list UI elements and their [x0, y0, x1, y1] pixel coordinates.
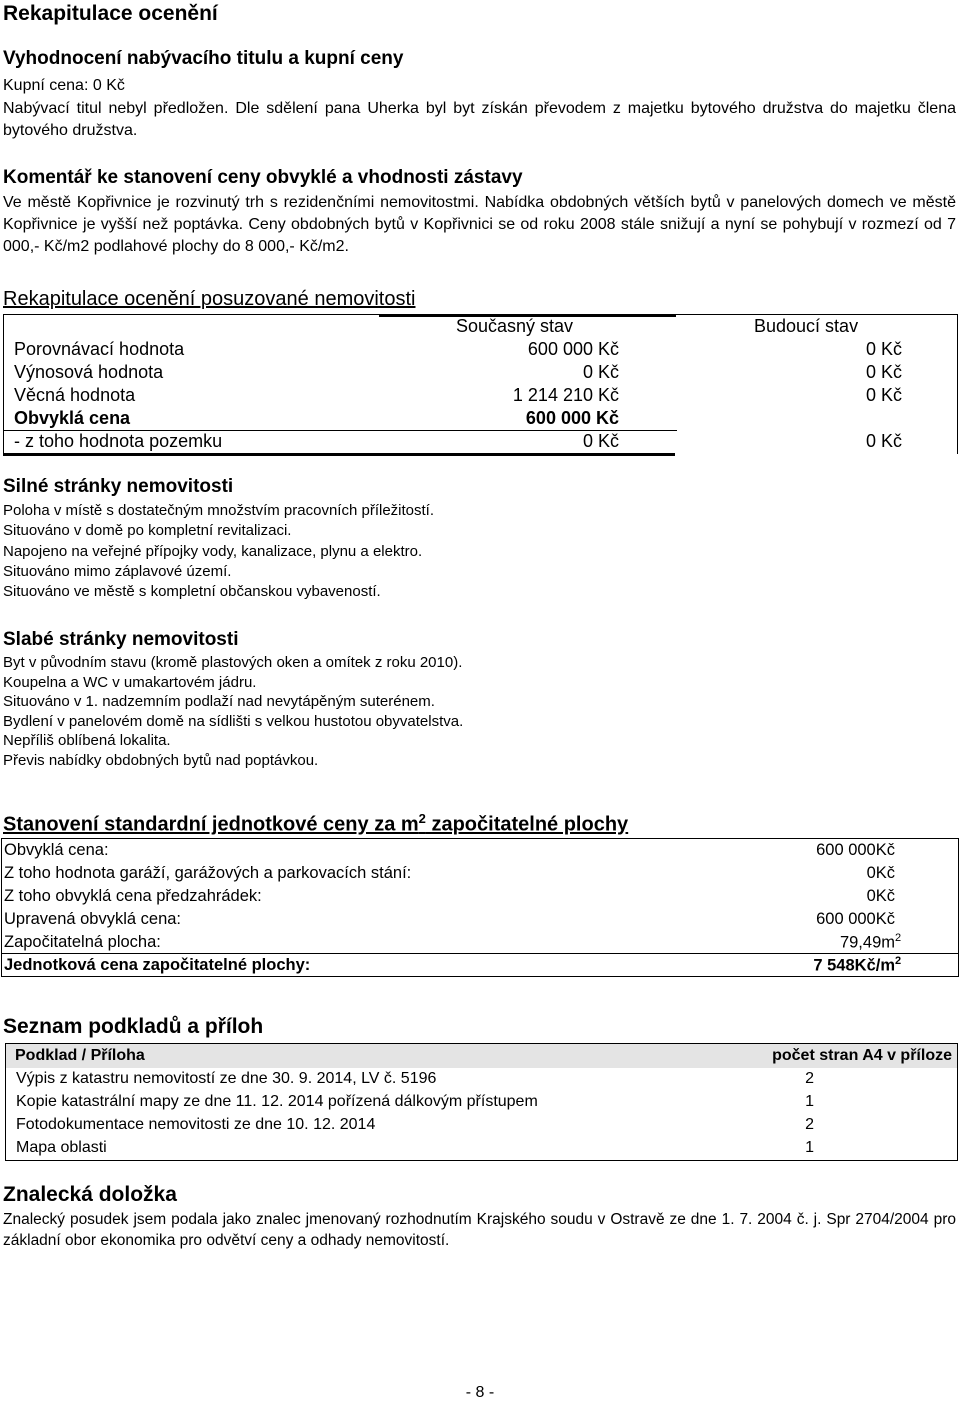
- attachment-pages: 1: [805, 1092, 814, 1110]
- recap-row-label: Věcná hodnota: [14, 385, 136, 405]
- list-item: Situováno mimo záplavové území.: [3, 562, 232, 580]
- recap-row-current: 600 000 Kč: [525, 408, 619, 428]
- table-row: [2, 885, 958, 908]
- standard-value-text: 600 000Kč: [816, 841, 895, 859]
- col-pages-header: počet stran A4 v příloze: [772, 1046, 952, 1064]
- clause-heading: Znalecká doložka: [3, 1183, 177, 1206]
- list-item: Koupelna a WC v umakartovém jádru.: [3, 673, 257, 691]
- standard-total-rule: [2, 953, 958, 954]
- standard-value: [708, 885, 958, 908]
- unit-superscript: 2: [895, 955, 902, 968]
- standard-value: [708, 931, 958, 954]
- table-header-row: [6, 1044, 957, 1067]
- attachment-pages: 1: [805, 1138, 814, 1156]
- page-number: - 8 -: [465, 1384, 495, 1401]
- list-item: Situováno v domě po kompletní revitalizaci.: [3, 522, 292, 540]
- standard-value-text: 7 548Kč/m: [813, 956, 895, 975]
- table-row: [6, 1067, 957, 1090]
- table-row: [2, 908, 958, 931]
- standard-table: [1, 838, 959, 977]
- comment-text: Ve městě Kopřivnice je rozvinutý trh s rezidenčními nemovitostmi. Nabídka obdobných větších bytů v panelových domech ve městě Kopřivnice je vyšší než poptávka. Ceny obdobných bytů v Kopřivnici se od roku 2008 stále snižují a nyní se pohybují v rozmezí od 7 000,- Kč/m2 podlahové plochy do 8 000,- Kč/m2.: [3, 194, 956, 255]
- standard-heading-tail: započitatelné plochy: [425, 813, 629, 836]
- table-row: [2, 954, 958, 977]
- list-item: Byt v původním stavu (kromě plastových oken a omítek z roku 2010).: [3, 654, 463, 671]
- standard-heading-text: Stanovení standardní jednotkové ceny za m: [3, 813, 419, 836]
- recap-row: [4, 385, 957, 408]
- standard-heading: [3, 811, 628, 837]
- list-item: Bydlení v panelovém domě na sídlišti s velkou hustotou obyvatelstva.: [3, 712, 464, 730]
- unit-superscript: 2: [895, 932, 902, 945]
- col-current-label: Současný stav: [456, 316, 574, 336]
- attachments-table: [5, 1043, 958, 1161]
- table-row: [2, 931, 958, 954]
- recap-table: [3, 314, 958, 454]
- recap-row-current: 0 Kč: [582, 362, 619, 382]
- purchase-price: Kupní cena: 0 Kč: [3, 77, 125, 94]
- attachments-heading: Seznam podkladů a příloh: [3, 1015, 264, 1038]
- recap-row-label: - z toho hodnota pozemku: [14, 431, 223, 451]
- recap-header-row: [4, 315, 957, 338]
- comment-heading: Komentář ke stanovení ceny obvyklé a vhodnosti zástavy: [3, 167, 523, 188]
- recap-row-label: Obvyklá cena: [14, 408, 131, 428]
- standard-label: Započitatelná plocha:: [4, 933, 161, 951]
- list-item: Napojeno na veřejné přípojky vody, kanalizace, plynu a elektro.: [3, 542, 423, 560]
- list-item: Poloha v místě s dostatečným množstvím pracovních příležitostí.: [3, 502, 435, 519]
- recap-row-future: 0 Kč: [865, 431, 902, 451]
- strengths-list: [3, 501, 434, 602]
- recap-row: [4, 431, 957, 454]
- standard-value-text: 79,49m: [839, 933, 895, 952]
- col-future-label: Budoucí stav: [754, 316, 859, 336]
- recap-row-current: 600 000 Kč: [527, 339, 619, 359]
- list-item: Nepříliš oblíbená lokalita.: [3, 732, 171, 750]
- page-title: Rekapitulace ocenění: [3, 2, 218, 25]
- recap-row-future: 0 Kč: [865, 385, 902, 405]
- standard-label: Z toho hodnota garáží, garážových a parkovacích stání:: [4, 864, 412, 882]
- clause-text: Znalecký posudek jsem podala jako znalec jmenovaný rozhodnutím Krajského soudu v Ostravě ze dne 1. 7. 2004 č. j. Spr 2704/2004 pro základní obor ekonomika pro odvětví ceny a odhady nemovitostí.: [3, 1211, 956, 1249]
- recap-row-current: 0 Kč: [582, 431, 619, 451]
- list-item: Převis nabídky obdobných bytů nad poptávkou.: [3, 751, 319, 769]
- table-row: [6, 1090, 957, 1113]
- table-row: [2, 862, 958, 885]
- standard-value: [708, 954, 958, 977]
- recap-row-current: 1 214 210 Kč: [512, 385, 619, 405]
- attachment-pages: 2: [805, 1069, 814, 1087]
- weaknesses-list: [3, 653, 463, 771]
- recap-bottom-rule: [3, 453, 675, 456]
- recap-row-label: Výnosová hodnota: [14, 362, 164, 382]
- standard-value-text: 0Kč: [866, 887, 895, 905]
- standard-value-text: 0Kč: [866, 864, 895, 882]
- recap-row-future: 0 Kč: [865, 362, 902, 382]
- col-doc-header: Podklad / Příloha: [15, 1046, 145, 1064]
- recap-row-future: 0 Kč: [865, 339, 902, 359]
- attachment-doc: Výpis z katastru nemovitostí ze dne 30. 9. 2014, LV č. 5196: [16, 1069, 437, 1087]
- acquisition-text: Nabývací titul nebyl předložen. Dle sdělení pana Uherka byl byt získán převodem z majetku bytového družstva do majetku člena bytového družstva.: [3, 100, 956, 139]
- standard-label: Upravená obvyklá cena:: [4, 910, 182, 928]
- standard-value: [708, 862, 958, 885]
- attachment-doc: Kopie katastrální mapy ze dne 11. 12. 2014 pořízená dálkovým přístupem: [16, 1092, 538, 1110]
- standard-label: Z toho obvyklá cena předzahrádek:: [4, 887, 262, 905]
- table-row: [6, 1136, 957, 1159]
- standard-label: Jednotková cena započitatelné plochy:: [4, 956, 311, 974]
- recap-row-market-price: [4, 408, 957, 431]
- standard-value: [708, 839, 958, 862]
- weaknesses-heading: Slabé stránky nemovitosti: [3, 629, 239, 650]
- recap-heading: Rekapitulace ocenění posuzované nemovitosti: [3, 288, 416, 310]
- attachment-doc: Mapa oblasti: [16, 1138, 107, 1156]
- attachment-pages: 2: [805, 1115, 814, 1133]
- list-item: Situováno v 1. nadzemním podlaží nad nevytápěným suterénem.: [3, 693, 435, 711]
- attachment-doc: Fotodokumentace nemovitosti ze dne 10. 12. 2014: [16, 1115, 376, 1133]
- recap-row-label: Porovnávací hodnota: [14, 339, 185, 359]
- standard-value: [708, 908, 958, 931]
- recap-row: [4, 362, 957, 385]
- acquisition-heading: Vyhodnocení nabývacího titulu a kupní ceny: [3, 48, 404, 69]
- list-item: Situováno ve městě s kompletní občanskou vybaveností.: [3, 583, 381, 601]
- standard-label: Obvyklá cena:: [4, 841, 109, 859]
- standard-value-text: 600 000Kč: [816, 910, 895, 928]
- strengths-heading: Silné stránky nemovitosti: [3, 476, 234, 497]
- recap-row: [4, 339, 957, 362]
- standard-heading-sup: 2: [418, 811, 426, 826]
- table-row: [6, 1113, 957, 1136]
- table-row: [2, 839, 958, 862]
